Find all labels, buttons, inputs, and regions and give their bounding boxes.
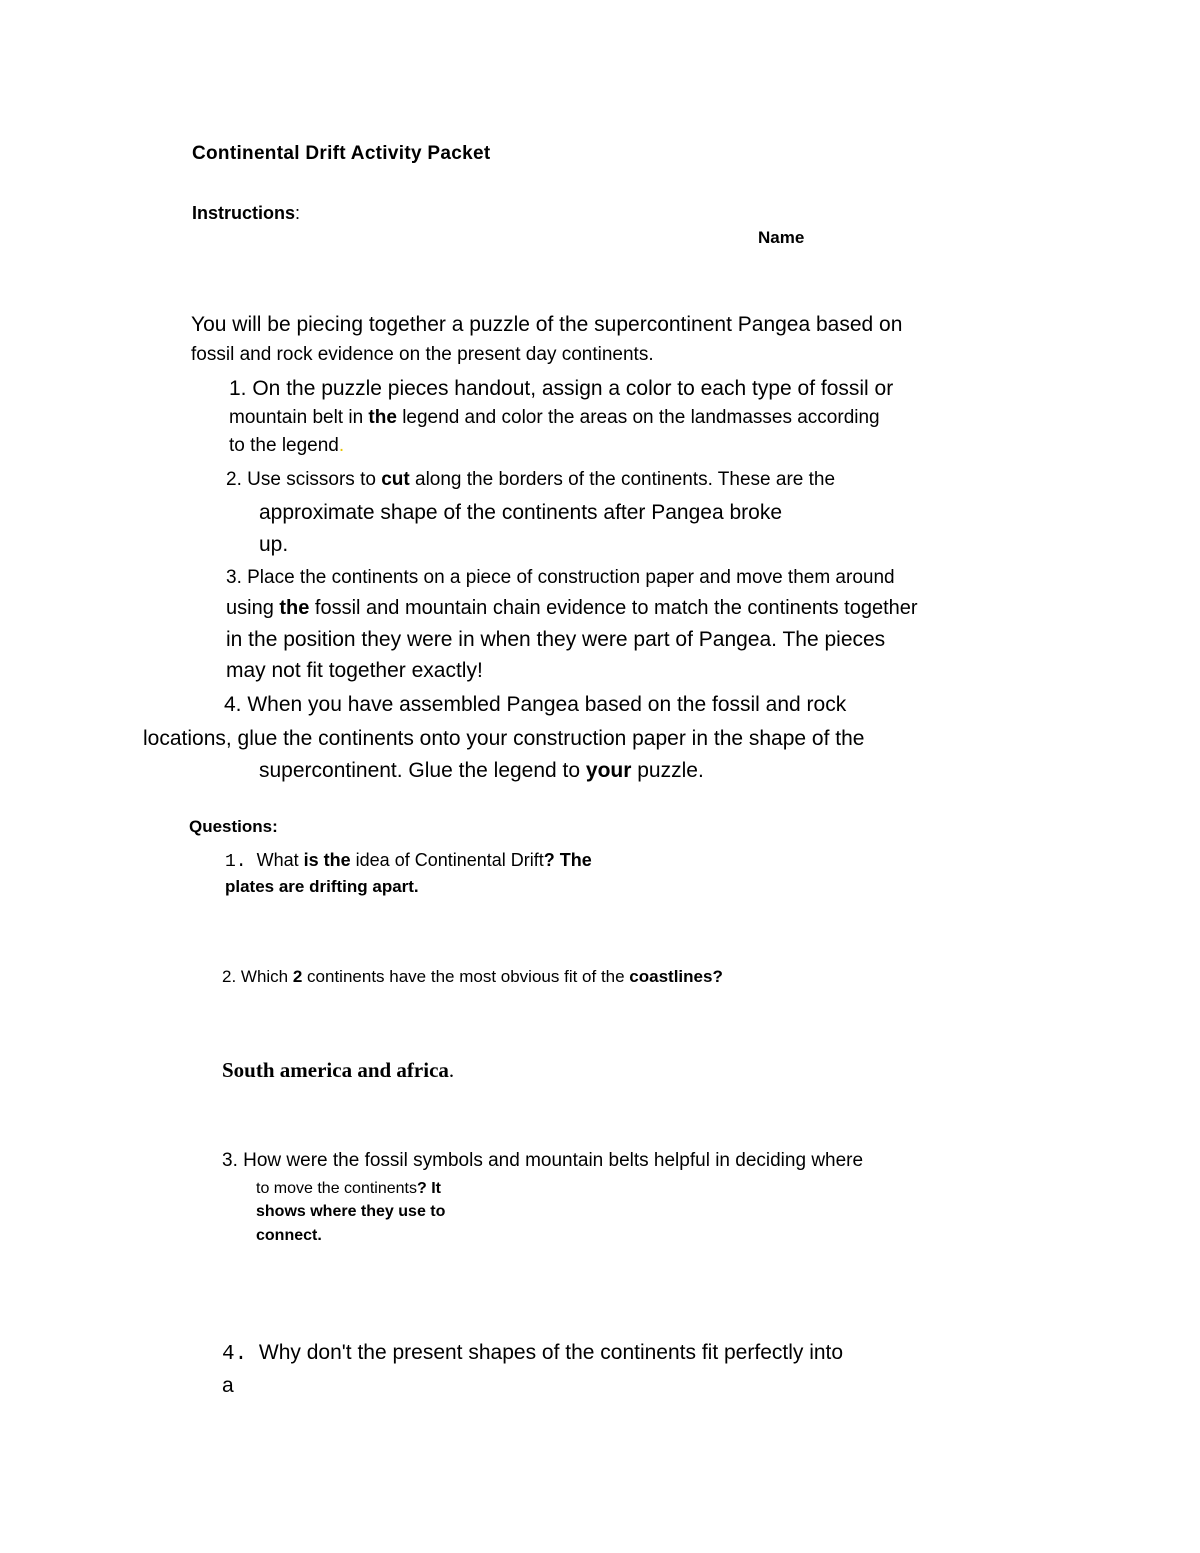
question-2-text-a: 2. Which xyxy=(222,967,293,986)
step-4-line-3-a: supercontinent. Glue the legend to xyxy=(259,759,586,782)
step-2-line-1-a: 2. Use scissors to xyxy=(226,469,382,490)
step-3-line-2-a: using xyxy=(226,597,280,619)
question-2-answer-dot: . xyxy=(448,1058,455,1082)
step-4-line-3-b: your xyxy=(585,759,632,782)
step-1-line-3-text: to the legend xyxy=(229,435,339,456)
question-3-line-2-b: ? It xyxy=(416,1180,441,1197)
step-4-line-1: 4. When you have assembled Pangea based on the fossil and rock xyxy=(224,693,847,716)
question-4-number: 4. xyxy=(222,1343,248,1366)
question-1-number: 1. xyxy=(225,852,247,872)
step-4-line-3-c: puzzle. xyxy=(631,759,704,782)
question-1-answer: plates are drifting apart. xyxy=(225,877,419,896)
page-title: Continental Drift Activity Packet xyxy=(192,143,491,164)
step-3-line-2-c: fossil and mountain chain evidence to match the continents together xyxy=(309,597,918,619)
question-2-text-d: coastlines? xyxy=(629,967,723,986)
step-1-line-3 xyxy=(229,435,344,457)
question-2-text-b: 2 xyxy=(292,967,303,986)
step-3-line-4: may not fit together exactly! xyxy=(226,659,483,682)
question-3-answer-line-2: connect. xyxy=(256,1227,322,1244)
step-3-line-2-b: the xyxy=(279,597,310,619)
question-2-answer xyxy=(222,1058,454,1083)
question-1-text-c: idea of Continental Drift xyxy=(350,850,544,870)
question-1-text-b: is the xyxy=(303,850,351,870)
step-2-line-1-b: cut xyxy=(381,469,410,490)
question-2-answer-text: South america and africa xyxy=(222,1058,449,1082)
question-4-text: Why don't the present shapes of the continents fit perfectly into xyxy=(258,1341,844,1364)
step-1-line-2-c: legend and color the areas on the landmasses according xyxy=(396,407,880,428)
instructions-label: Instructions xyxy=(192,203,296,223)
name-label: Name xyxy=(758,228,805,247)
step-2-line-1 xyxy=(226,469,835,491)
question-3-line-2-a: to move the continents xyxy=(256,1180,417,1197)
step-1-line-2-b: the xyxy=(368,407,397,428)
question-1 xyxy=(225,850,592,872)
question-4-line-2: a xyxy=(222,1374,234,1397)
step-4-line-3 xyxy=(259,759,704,783)
step-2-line-2: approximate shape of the continents after Pangea broke xyxy=(259,501,783,524)
step-2-line-3: up. xyxy=(259,533,289,556)
question-3-answer-line-1: shows where they use to xyxy=(256,1203,446,1220)
question-1-text-a: What xyxy=(256,850,304,870)
intro-line-1: You will be piecing together a puzzle of the supercontinent Pangea based on xyxy=(191,313,903,336)
question-3-line-2 xyxy=(256,1180,441,1198)
step-1-line-1: 1. On the puzzle pieces handout, assign a color to each type of fossil or xyxy=(229,377,894,400)
question-4 xyxy=(222,1341,843,1366)
question-3-line-1: 3. How were the fossil symbols and mountain belts helpful in deciding where xyxy=(222,1150,864,1171)
step-1-line-2-a: mountain belt in xyxy=(229,407,369,428)
question-2-text-c: continents have the most obvious fit of the xyxy=(302,967,630,986)
step-4-line-2: locations, glue the continents onto your construction paper in the shape of the xyxy=(143,727,865,750)
instructions-colon: : xyxy=(295,203,301,223)
step-3-line-2 xyxy=(226,597,918,620)
instructions-heading xyxy=(192,203,300,224)
step-1-line-2 xyxy=(229,407,880,429)
step-3-line-3: in the position they were in when they were part of Pangea. The pieces xyxy=(226,628,886,651)
step-1-line-3-dot: . xyxy=(338,435,345,456)
step-3-line-1: 3. Place the continents on a piece of construction paper and move them around xyxy=(226,567,895,588)
question-2 xyxy=(222,967,723,987)
questions-heading: Questions: xyxy=(189,817,278,836)
step-2-line-1-c: along the borders of the continents. These are the xyxy=(409,469,836,490)
question-1-text-d: ? The xyxy=(543,850,592,870)
intro-line-2: fossil and rock evidence on the present day continents. xyxy=(191,344,654,365)
